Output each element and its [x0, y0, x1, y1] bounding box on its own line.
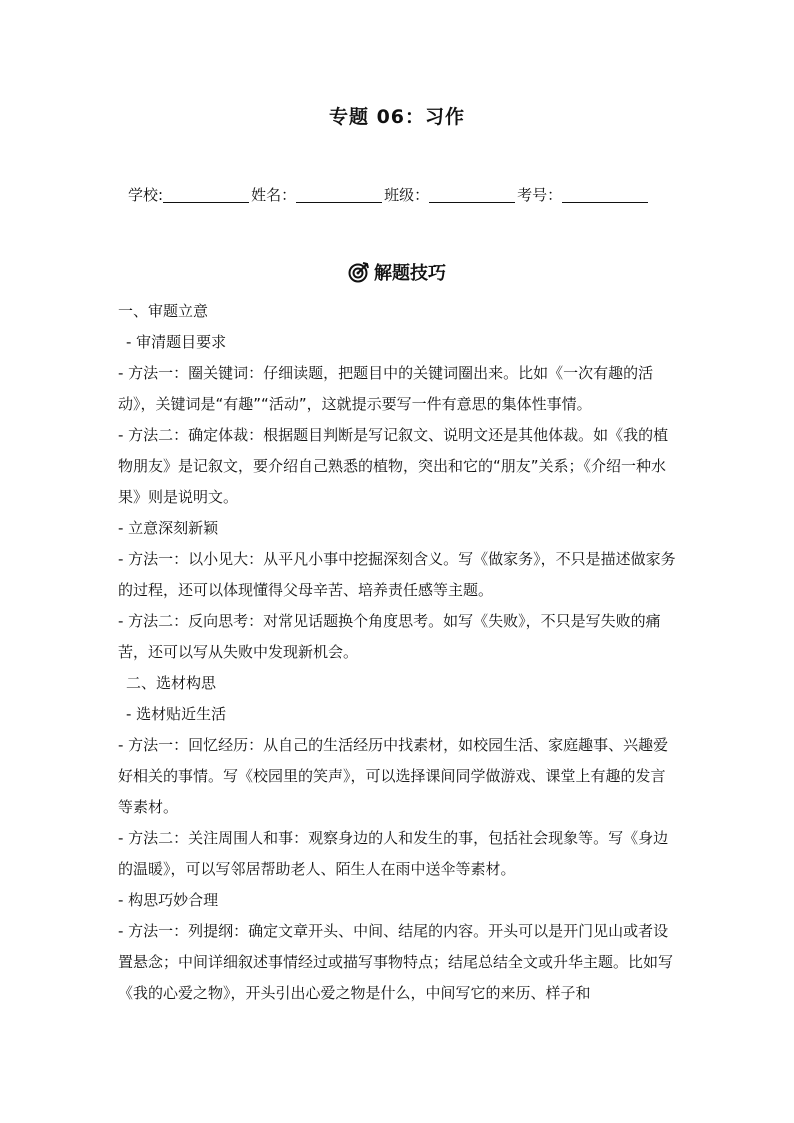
section-heading: [0, 259, 794, 285]
school-blank[interactable]: [163, 186, 249, 203]
paragraph: - 方法一：回忆经历：从自己的生活经历中找素材，如校园生活、家庭趣事、兴趣爱好相关的事情。写《校园里的笑声》，可以选择课间同学做游戏、课堂上有趣的发言等素材。: [118, 736, 669, 816]
exam-number-label: 考号：: [517, 186, 563, 204]
paragraph: - 方法二：确定体裁：根据题目判断是写记叙文、说明文还是其他体裁。如《我的植物朋友》是记叙文，要介绍自己熟悉的植物，突出和它的“朋友”关系；《介绍一种水果》则是说明文。: [118, 426, 669, 506]
subheading: - 选材贴近生活: [126, 705, 227, 723]
class-blank[interactable]: [429, 186, 515, 203]
target-icon: [348, 261, 370, 283]
content-body: [118, 296, 678, 1009]
exam-number-blank[interactable]: [562, 186, 648, 203]
paragraph: - 方法一：圈关键词：仔细读题，把题目中的关键词圈出来。比如《一次有趣的活动》，关键词是“有趣”“活动”，这就提示要写一件有意思的集体性事情。: [118, 364, 654, 413]
subheading: - 审清题目要求: [126, 333, 227, 351]
class-label: 班级：: [384, 186, 430, 204]
paragraph: - 方法一：以小见大：从平凡小事中挖掘深刻含义。写《做家务》，不只是描述做家务的过程，还可以体现懂得父母辛苦、培养责任感等主题。: [118, 550, 676, 599]
paragraph: - 方法一：列提纲：确定文章开头、中间、结尾的内容。开头可以是开门见山或者设置悬念；中间详细叙述事情经过或描写事物特点；结尾总结全文或升华主题。比如写《我的心爱之物》，开头引出心爱之物是什么，中间写它的来历、样子和: [118, 922, 674, 1002]
subheading: - 立意深刻新颖: [118, 519, 219, 537]
paragraph: - 方法二：关注周围人和事：观察身边的人和发生的事，包括社会现象等。写《身边的温暖》，可以写邻居帮助老人、陌生人在雨中送伞等素材。: [118, 829, 669, 878]
name-label: 姓名：: [251, 186, 297, 204]
section-heading-text: 解题技巧: [374, 263, 446, 284]
page-title: 专题 06：习作: [328, 106, 466, 128]
heading-1: 一、审题立意: [118, 302, 209, 320]
student-info-line: [128, 184, 688, 206]
school-label: 学校:: [128, 186, 164, 204]
subheading: - 构思巧妙合理: [118, 891, 219, 909]
name-blank[interactable]: [296, 186, 382, 203]
paragraph: - 方法二：反向思考：对常见话题换个角度思考。如写《失败》，不只是写失败的痛苦，还可以写从失败中发现新机会。: [118, 612, 661, 661]
heading-2: 二、选材构思: [126, 674, 217, 692]
